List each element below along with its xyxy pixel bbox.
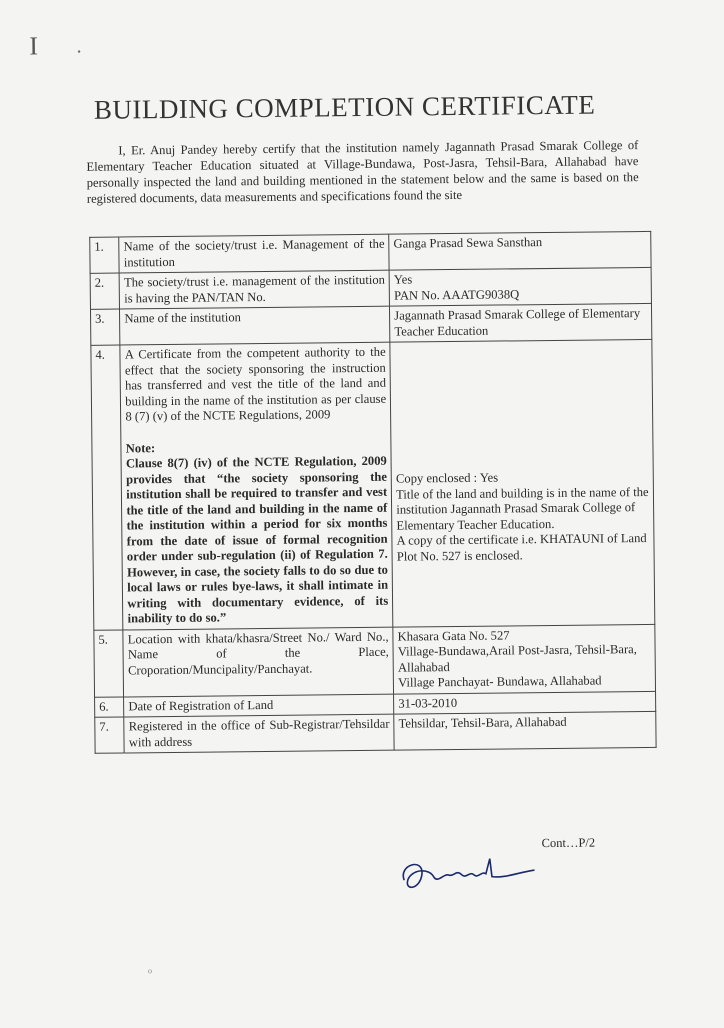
row-number: 1. (90, 237, 120, 273)
row-answer: Ganga Prasad Sewa Sansthan (389, 231, 651, 270)
margin-dot: • (77, 46, 81, 58)
row-answer (393, 624, 655, 694)
row-answer: 31-03-2010 (394, 691, 656, 714)
row-answer (389, 267, 651, 306)
table-row (90, 303, 651, 345)
answer-line: A copy of the certificate i.e. KHATAUNI of Land Plot No. 527 is enclosed. (396, 531, 647, 564)
stray-mark: o (147, 966, 152, 976)
row-number: 4. (91, 345, 123, 630)
row-answer: Tehsildar, Tehsil-Bara, Allahabad (394, 711, 656, 750)
row-answer (390, 339, 655, 626)
row-question: Registered in the office of Sub-Registrar/Tehsildar with address (124, 714, 394, 753)
question-text: A Certificate from the competent authority to the effect that the society sponsoring the instruction has transferred and vest the title of the land and building in the name of the institution as per clause 8 (7) (v) of the NCTE Regulations, 2009 (124, 344, 387, 424)
row-number: 6. (95, 696, 125, 717)
row-question: The society/trust i.e. management of the institution is having the PAN/TAN No. (119, 270, 389, 309)
row-question: Date of Registration of Land (124, 694, 394, 717)
answer-line: Village-Bundawa,Arail Post-Jasra, Tehsil-Bara, Allahabad (397, 642, 637, 675)
row-number: 3. (90, 309, 120, 345)
answer-line: Yes (393, 272, 413, 287)
certificate-table (89, 231, 656, 754)
answer-line: Title of the land and building is in the name of the institution Jagannath Prasad Smarak College of Elementary Teacher Education. (396, 484, 649, 533)
continuation-note: Cont…P/2 (541, 835, 596, 851)
row-question: Name of the society/trust i.e. Management of the institution (119, 234, 389, 273)
table-row (94, 624, 656, 697)
note-text: Clause 8(7) (iv) of the NCTE Regulation, 2009 provides that “the society sponsoring the institution shall be required to transfer and vest the title of the land and building in the name of the institution within a period for six months from the date of issue of formal recognition order under sub-regulation (ii) of Regulation 7. However, in case, the society falls to do so due to local laws or rules bye-laws, it shall intimate in writing with documentary evidence, of its inability to do so.” (125, 453, 389, 626)
answer-line: PAN No. AAATG9038Q (393, 286, 520, 303)
row-number: 7. (95, 717, 125, 753)
note-heading: Note: (125, 440, 156, 455)
row-question: Location with khata/khasra/Street No./ Ward No., Name of the Place, Croporation/Muncipality/Panchayat. (123, 627, 394, 697)
answer-line: Khasara Gata No. 527 (397, 627, 510, 644)
row-number: 2. (90, 273, 120, 309)
row-answer: Jagannath Prasad Smarak College of Elementary Teacher Education (390, 303, 652, 342)
row-question: Name of the institution (120, 306, 390, 345)
certificate-title: BUILDING COMPLETION CERTIFICATE (93, 89, 596, 125)
signature (394, 848, 545, 900)
margin-mark: I (29, 31, 39, 61)
answer-line: Village Panchayat- Bundawa, Allahabad (398, 673, 602, 690)
table-row (90, 267, 651, 309)
row-number: 5. (94, 629, 124, 696)
answer-line: Copy enclosed : Yes (395, 470, 499, 486)
table-row (90, 231, 651, 273)
table-row (91, 339, 655, 629)
row-question (120, 342, 393, 629)
table-row (95, 711, 656, 753)
intro-paragraph: I, Er. Anuj Pandey hereby certify that the institution namely Jagannath Prasad Smarak College of Elementary Teacher Education situated at Village-Bundawa, Post-Jasra, Tehsil-Bara, Allahabad have personally inspected the land and building mentioned in the statement below and the same is based on the registered documents, data measurements and specifications found the site (86, 138, 639, 206)
